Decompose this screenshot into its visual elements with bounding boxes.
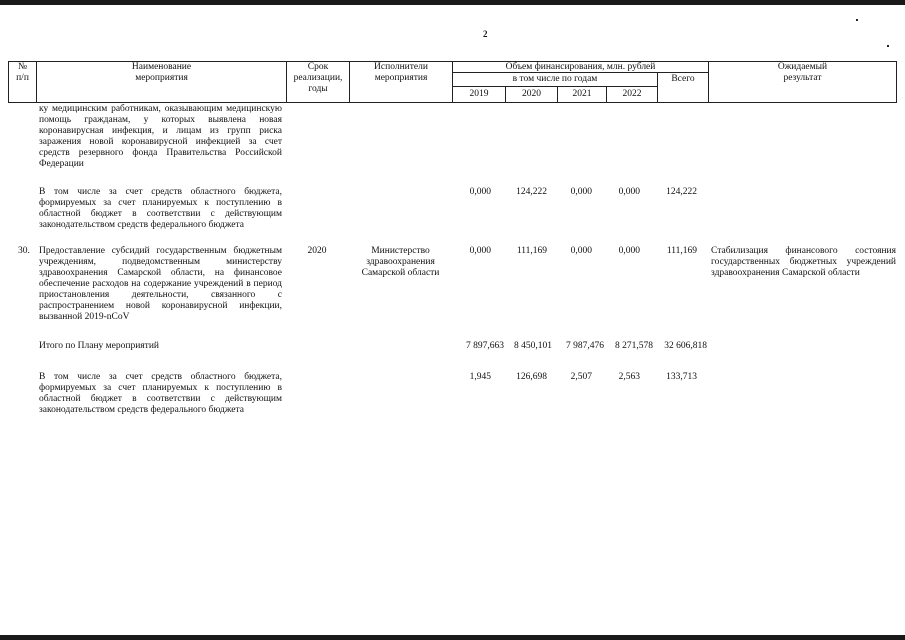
value-2022: 0,000: [618, 246, 640, 256]
item-executor: Министерство здравоохранения Самарской области: [361, 246, 440, 278]
value-2022: 0,000: [618, 187, 640, 197]
header-year-2019: 2019: [469, 89, 489, 99]
page-number: 2: [483, 29, 488, 39]
header-inner-rule: [452, 86, 657, 87]
header-col-name: Наименование мероприятия: [131, 62, 192, 83]
total-all: 32 606,818: [664, 341, 707, 351]
included-regional-budget-text: В том числе за счет средств областного бюджета, формируемых за счет планируемых к поступлению в областной бюджет в соответствии с действующим законодательством средств федерального бюджета: [39, 187, 282, 230]
header-col-number: № п/п: [16, 62, 29, 83]
value-2021: 0,000: [570, 187, 592, 197]
value-2019: 1,945: [469, 372, 491, 382]
value-2019: 0,000: [469, 246, 491, 256]
value-total: 111,169: [666, 246, 697, 256]
value-2022: 2,563: [618, 372, 640, 382]
value-total: 124,222: [666, 187, 697, 197]
plan-total-label: Итого по Плану мероприятий: [39, 341, 159, 351]
item-expected-result: Стабилизация финансового состояния государственных бюджетных учреждений здравоохранения Самарской области: [711, 246, 896, 278]
value-2021: 2,507: [570, 372, 592, 382]
scan-speck: [887, 45, 889, 47]
header-year-2022: 2022: [622, 89, 642, 99]
item-name-text: Предоставление субсидий государственным бюджетным учреждениям, подведомственным министерству здравоохранения Самарской области, на финансовое обеспечение расходов на содержание учреждений в период приостановления деятельности, связанного с распространением новой коронавирусной инфекции, вызванной 2019-nCoV: [39, 246, 282, 322]
header-col-executor: Исполнители мероприятия: [374, 62, 428, 83]
header-col-by-year: в том числе по годам: [512, 74, 598, 84]
header-divider: [896, 61, 897, 103]
scan-speck: [856, 19, 858, 21]
header-year-2020: 2020: [522, 89, 541, 99]
included-regional-budget-text: В том числе за счет средств областного бюджета, формируемых за счет планируемых к поступлению в областной бюджет в соответствии с действующим законодательством средств федерального бюджета: [39, 372, 282, 415]
value-2020: 126,698: [516, 372, 547, 382]
value-2019: 0,000: [469, 187, 491, 197]
total-2022: 8 271,578: [615, 341, 653, 351]
header-col-term: Срок реализации, годы: [293, 62, 343, 94]
total-2019: 7 897,663: [466, 341, 504, 351]
total-2021: 7 987,476: [566, 341, 604, 351]
header-col-result: Ожидаемый результат: [777, 62, 828, 83]
scan-top-edge: [0, 0, 905, 5]
header-year-2021: 2021: [572, 89, 592, 99]
value-2020: 124,222: [516, 187, 547, 197]
value-total: 133,713: [666, 372, 697, 382]
continued-item-text: ку медицинским работникам, оказывающим медицинскую помощь гражданам, у которых выявлена новая коронавирусная инфекция, и лицам из групп риска заражения новой коронавирусной инфекцией за счет средств резервного фонда Правительства Российской Федерации: [39, 104, 282, 169]
value-2021: 0,000: [570, 246, 592, 256]
item-term: 2020: [307, 246, 327, 256]
header-col-finance: Объем финансирования, млн. рублей: [505, 62, 656, 72]
total-2020: 8 450,101: [514, 341, 552, 351]
value-2020: 111,169: [516, 246, 547, 256]
scan-bottom-edge: [0, 635, 905, 640]
header-col-total: Всего: [671, 74, 695, 84]
row-number: 30.: [18, 246, 30, 256]
